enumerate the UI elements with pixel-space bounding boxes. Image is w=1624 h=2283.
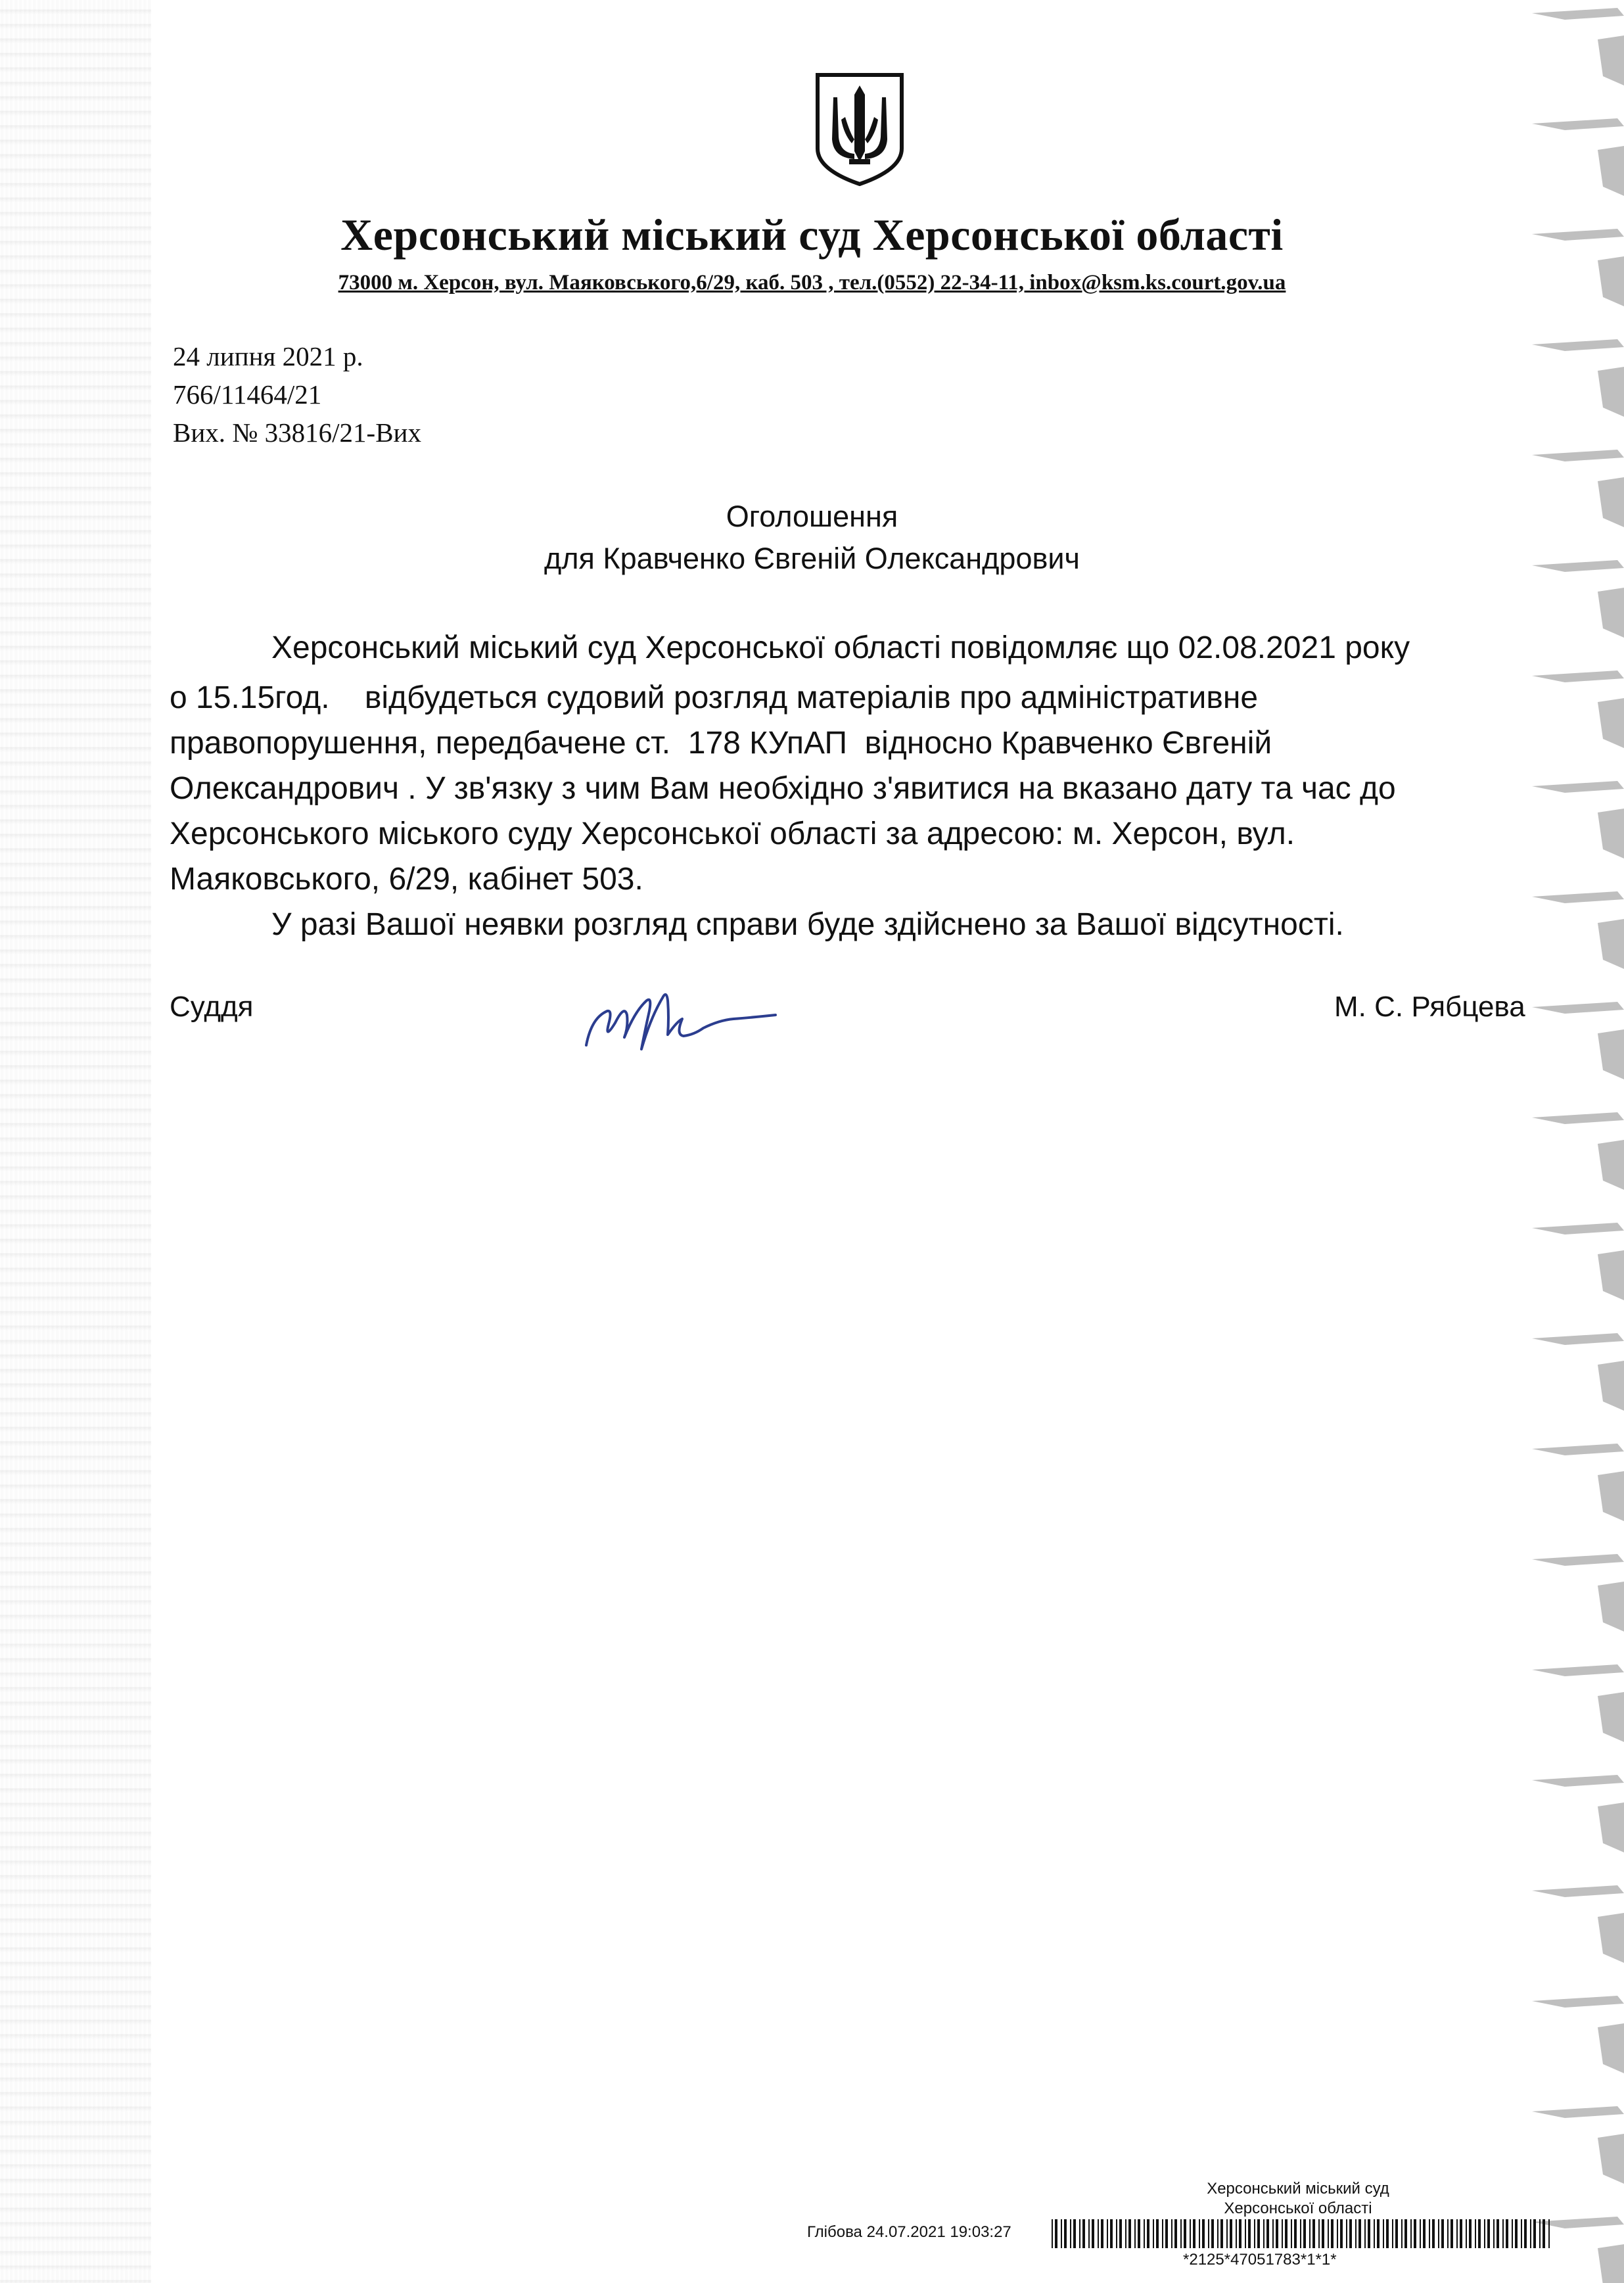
notice-body-line: Херсонський міський суд Херсонської області повідомляє що 02.08.2021 року [271,630,1410,665]
notice-body-line: Маяковського, 6/29, кабінет 503. [170,862,643,897]
case-number: 766/11464/21 [173,379,322,410]
notice-title: Оголошення [726,500,898,533]
barcode [1052,2219,1551,2248]
notice-body-line: о 15.15год. відбудеться судовий розгляд матеріалів про адміністративне [170,680,1259,715]
notice-body-line: Херсонського міського суду Херсонської області за адресою: м. Херсон, вул. [170,816,1295,851]
registrar-stamp: Глібова 24.07.2021 19:03:27 [807,2223,1011,2241]
notice-body-line: У разі Вашої неявки розгляд справи буде здійснено за Вашої відсутності. [271,907,1344,942]
footer-court-name: Херсонський міський суд [1207,2180,1389,2198]
notice-body-line: правопорушення, передбачене ст. 178 КУпАП відносно Кравченко Євгеній [170,726,1272,761]
court-address: 73000 м. Херсон, вул. Маяковського,6/29, каб. 503 , тел.(0552) 22-34-11, inbox@ksm.ks.court.gov.ua [338,271,1286,294]
notice-recipient: для Кравченко Євгеній Олександрович [544,542,1080,575]
barcode-text: *2125*47051783*1*1* [1183,2251,1337,2269]
footer-court-region: Херсонської області [1224,2200,1372,2217]
outgoing-number: Вих. № 33816/21-Вих [173,417,421,448]
handwritten-signature [578,972,789,1057]
scan-noise-left [0,0,151,2283]
judge-label: Суддя [170,991,254,1023]
scan-noise-right [1525,0,1624,2283]
ukraine-coat-of-arms-icon [814,71,906,188]
document-date: 24 липня 2021 р. [173,341,363,371]
court-name: Херсонський міський суд Херсонської області [340,210,1284,260]
judge-name: М. С. Рябцева [1334,991,1525,1023]
notice-body-line: Олександрович . У зв'язку з чим Вам необхідно з'явитися на вказано дату та час до [170,771,1396,806]
